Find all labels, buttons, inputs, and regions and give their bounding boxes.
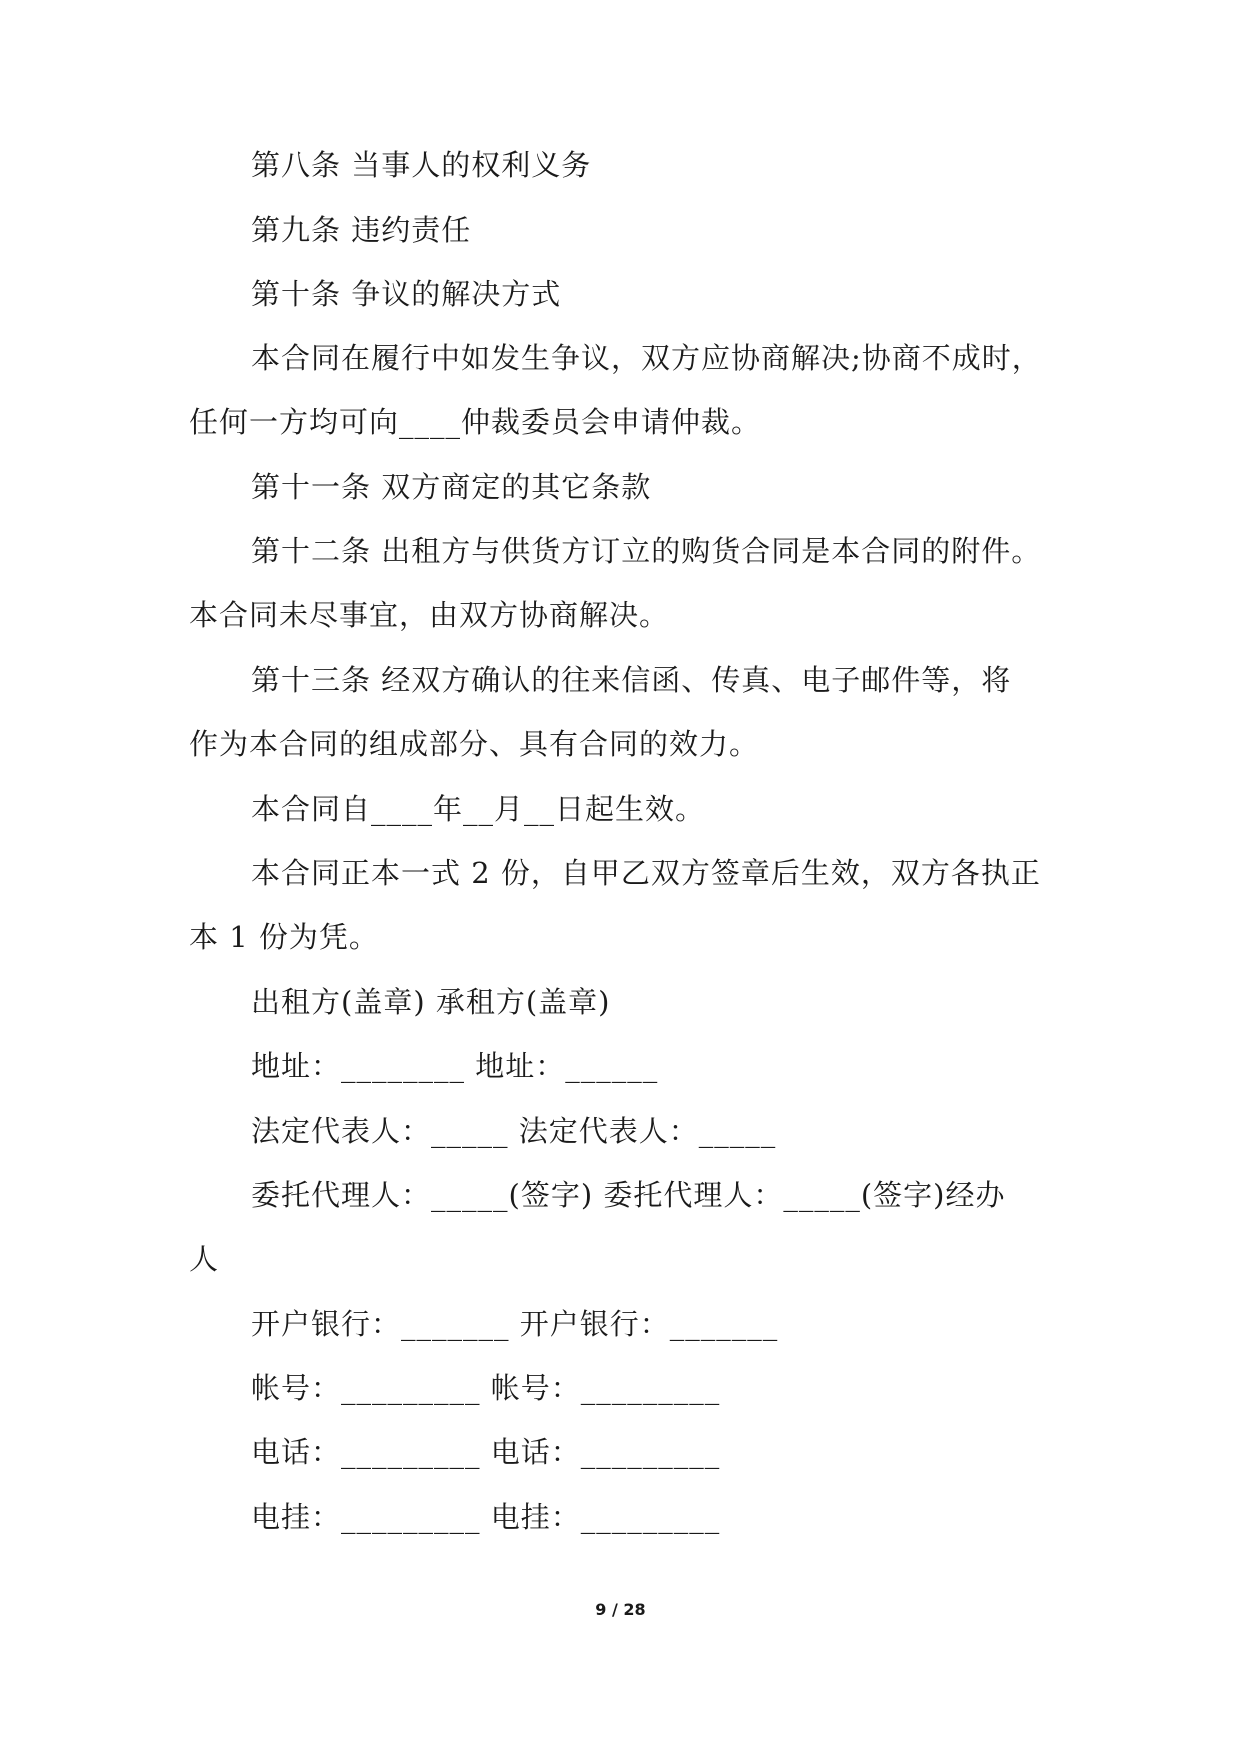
address-line: 地址：________ 地址：______ <box>251 1049 659 1083</box>
copies-line-1: 本合同正本一式 2 份，自甲乙双方签章后生效，双方各执正 <box>251 856 1041 890</box>
article-12-line-1: 第十二条 出租方与供货方订立的购货合同是本合同的附件。 <box>251 534 1042 568</box>
article-9-heading: 第九条 违约责任 <box>251 213 472 247</box>
seal-line: 出租方(盖章) 承租方(盖章) <box>251 985 611 1019</box>
article-13-line-2: 作为本合同的组成部分、具有合同的效力。 <box>189 727 760 761</box>
phone-line: 电话：_________ 电话：_________ <box>251 1435 721 1469</box>
article-10-heading: 第十条 争议的解决方式 <box>251 277 562 311</box>
agent-line-1: 委托代理人：_____(签字) 委托代理人：_____(签字)经办 <box>251 1178 1006 1212</box>
telegraph-line: 电挂：_________ 电挂：_________ <box>251 1500 721 1534</box>
article-13-line-1: 第十三条 经双方确认的往来信函、传真、电子邮件等，将 <box>251 663 1012 697</box>
page-number: 9 / 28 <box>595 1600 646 1619</box>
bank-line: 开户银行：_______ 开户银行：_______ <box>251 1307 779 1341</box>
legal-representative-line: 法定代表人：_____ 法定代表人：_____ <box>251 1114 777 1148</box>
article-12-line-2: 本合同未尽事宜，由双方协商解决。 <box>189 598 670 632</box>
article-8-heading: 第八条 当事人的权利义务 <box>251 148 592 182</box>
effective-date-line: 本合同自____年__月__日起生效。 <box>251 792 706 826</box>
copies-line-2: 本 1 份为凭。 <box>189 920 379 954</box>
account-line: 帐号：_________ 帐号：_________ <box>251 1371 721 1405</box>
dispute-text-line-2: 任何一方均可向____仲裁委员会申请仲裁。 <box>189 405 762 439</box>
dispute-text-line-1: 本合同在履行中如发生争议，双方应协商解决;协商不成时， <box>251 341 1042 375</box>
article-11-heading: 第十一条 双方商定的其它条款 <box>251 470 652 504</box>
agent-line-2: 人 <box>189 1242 220 1276</box>
